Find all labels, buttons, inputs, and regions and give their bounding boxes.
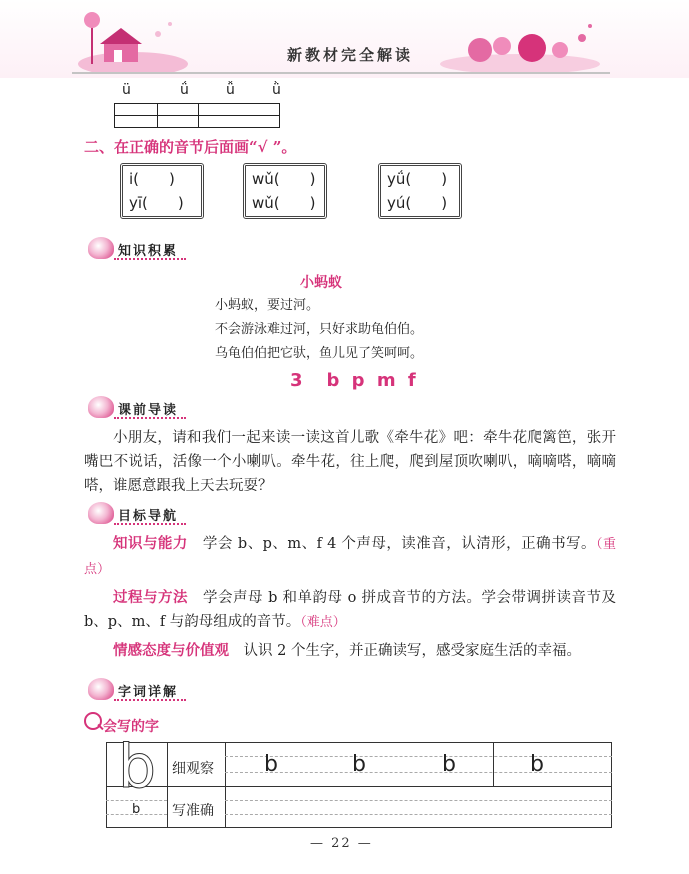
syllable-option[interactable]: yú( ) [387, 194, 448, 212]
subsection-title: 会写的字 [103, 719, 159, 735]
goal-item [84, 639, 616, 663]
grid-guide-line [225, 800, 612, 801]
tone-2: ǘ [180, 82, 189, 98]
knowledge-icon [88, 237, 114, 259]
preview-paragraph [84, 426, 616, 498]
knowledge-underline [114, 258, 186, 260]
lesson-title: 3 b p m f [290, 370, 419, 391]
knowledge-label: 知识积累 [118, 244, 179, 259]
goal-text: 认识 2 个生字，并正确读写，感受家庭生活的幸福。 [243, 643, 581, 659]
words-icon [88, 678, 114, 700]
grid-line [167, 742, 168, 828]
small-letter: b [132, 802, 141, 817]
goal-keyword: 过程与方法 [113, 590, 189, 606]
goal-keyword: 知识与能力 [113, 536, 188, 552]
syllable-option[interactable]: i( ) [129, 170, 175, 188]
grid-guide-line [225, 814, 612, 815]
goal-keyword: 情感态度与价值观 [113, 643, 229, 659]
syllable-option[interactable]: yī( ) [129, 194, 184, 212]
section-2-title: 二、在正确的音节后面画“√ ”。 [84, 138, 297, 156]
header-right-decoration [440, 16, 600, 76]
preview-label: 课前导读 [118, 403, 179, 418]
tone-writing-table [114, 103, 280, 128]
practice-letter: b [264, 752, 278, 777]
practice-letter: b [530, 752, 544, 777]
words-label: 字词详解 [118, 685, 179, 700]
goal-mark: （难点） [300, 615, 346, 630]
practice-letter: b [352, 752, 366, 777]
preview-text: 小朋友，请和我们一起来读一读这首儿歌《牵牛花》吧：牵牛花爬篱笆，张开嘴巴不说话，活像一个小喇叭。牵牛花，往上爬，爬到屋顶吹喇叭，嘀嘀嗒，嘀嘀嗒，谁愿意跟我上天去玩耍？ [84, 430, 616, 494]
write-label: 写准确 [172, 803, 214, 819]
poem-line: 小蚂蚁，要过河。 [215, 298, 320, 313]
grid-guide-line [225, 756, 612, 757]
syllable-box-1 [120, 163, 204, 219]
header-title: 新教材完全解读 [286, 46, 413, 64]
grid-line [106, 786, 612, 787]
poem-title: 小蚂蚁 [300, 275, 342, 291]
goal-text: 学会 b、p、m、f 4 个声母，读准音，认清形，正确书写。 [202, 536, 597, 552]
syllable-option[interactable]: wǔ( ) [252, 170, 316, 188]
preview-underline [114, 417, 186, 419]
header-left-decoration [78, 4, 198, 74]
observe-label: 细观察 [172, 761, 214, 777]
words-underline [114, 699, 186, 701]
preview-icon [88, 396, 114, 418]
grid-line [225, 742, 226, 828]
goal-item [84, 586, 616, 635]
goals-icon [88, 502, 114, 524]
goal-text: 学会声母 b 和单韵母 o 拼成音节的方法。学会带调拼读音节及 b、p、m、f 与韵母组成的音节。 [84, 590, 617, 630]
poem-line: 乌龟伯伯把它驮，鱼儿见了笑呵呵。 [215, 346, 424, 361]
goal-item [84, 532, 616, 582]
poem-line: 不会游泳难过河，只好求助龟伯伯。 [215, 322, 424, 337]
practice-letter: b [442, 752, 456, 777]
tone-1: ü [122, 82, 131, 98]
header-divider [72, 72, 610, 74]
syllable-option[interactable]: yǘ( ) [387, 170, 448, 188]
syllable-option[interactable]: wǔ( ) [252, 194, 316, 212]
goals-underline [114, 523, 186, 525]
grid-guide-line [225, 772, 612, 773]
page-number: — 22 — [310, 836, 373, 851]
goals-list [84, 532, 616, 663]
big-letter: b [118, 732, 157, 802]
tone-3: ǚ [226, 82, 235, 98]
grid-line [493, 742, 494, 786]
goals-label: 目标导航 [118, 509, 179, 524]
tone-4: ǜ [272, 82, 281, 98]
goal-mark: （重点） [84, 537, 617, 577]
syllable-box-3 [378, 163, 462, 219]
syllable-box-2 [243, 163, 327, 219]
